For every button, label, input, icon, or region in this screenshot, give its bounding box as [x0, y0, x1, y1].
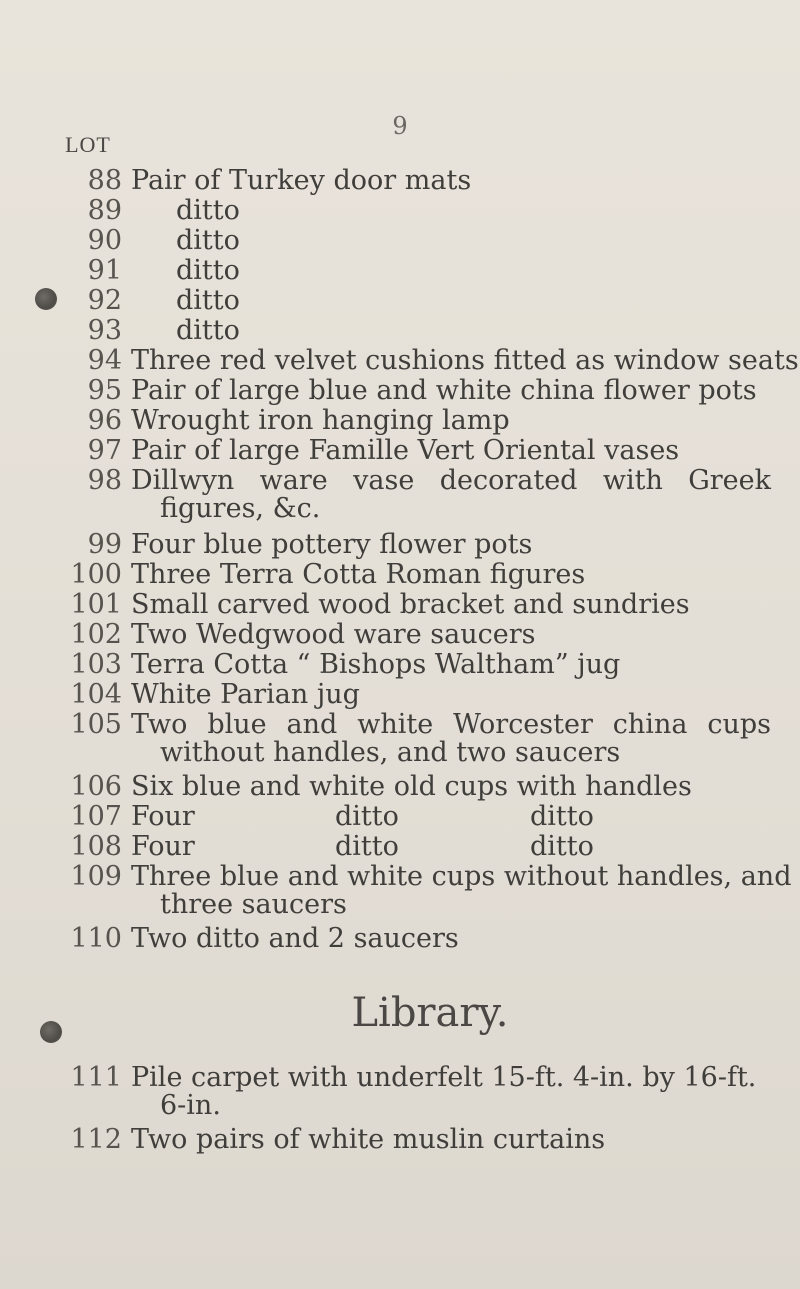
lot-number: 90 [87, 225, 122, 256]
lot-number: 107 [70, 801, 122, 832]
lot-number: 93 [87, 315, 122, 346]
lot-number: 95 [87, 375, 122, 406]
lot-description: Wrought iron hanging lamp [131, 405, 510, 436]
lot-description-continued: without handles, and two saucers [160, 737, 621, 768]
lot-number: 89 [87, 195, 122, 226]
ditto-mark: ditto [335, 801, 399, 832]
section-title-library: Library. [351, 990, 509, 1036]
lot-description: Six blue and white old cups with handles [131, 771, 692, 802]
lot-number: 100 [70, 559, 122, 590]
lot-description: Three Terra Cotta Roman figures [131, 559, 586, 590]
lot-description: Pile carpet with underfelt 15-ft. 4-in. by 16-ft. [131, 1062, 757, 1093]
lot-number: 91 [87, 255, 122, 286]
lot-number: 106 [70, 771, 122, 802]
lot-description: Two pairs of white muslin curtains [131, 1124, 606, 1155]
lot-description: Four blue pottery flower pots [131, 529, 533, 560]
lot-number: 94 [87, 345, 122, 376]
lot-description: Pair of large Famille Vert Oriental vases [131, 435, 680, 466]
page-number: 9 [392, 112, 408, 140]
lot-description-continued: three saucers [160, 889, 347, 920]
lot-description: Small carved wood bracket and sundries [131, 589, 690, 620]
lot-description: ditto [176, 315, 240, 346]
lot-number: 105 [70, 709, 122, 740]
lot-description: Four [131, 801, 195, 832]
lot-number: 101 [70, 589, 122, 620]
ditto-mark: ditto [530, 831, 594, 862]
lot-description-continued: figures, &c. [160, 493, 321, 524]
lot-description: Pair of Turkey door mats [131, 165, 472, 196]
lot-description: Two Wedgwood ware saucers [131, 619, 536, 650]
lot-number: 104 [70, 679, 122, 710]
lot-description: Four [131, 831, 195, 862]
lot-description: ditto [176, 225, 240, 256]
lot-description: Terra Cotta “ Bishops Waltham” jug [131, 649, 621, 680]
lot-number: 111 [70, 1062, 122, 1093]
lot-description: Dillwyn ware vase decorated with Greek [131, 465, 771, 496]
lot-number: 96 [87, 405, 122, 436]
ditto-mark: ditto [335, 831, 399, 862]
lot-description: ditto [176, 255, 240, 286]
lot-number: 112 [70, 1124, 122, 1155]
lot-number: 103 [70, 649, 122, 680]
lot-number: 92 [87, 285, 122, 316]
lot-number: 88 [87, 165, 122, 196]
lot-column-header: LOT [65, 132, 111, 157]
lot-description: ditto [176, 285, 240, 316]
lot-number: 99 [87, 529, 122, 560]
lot-number: 98 [87, 465, 122, 496]
lot-number: 97 [87, 435, 122, 466]
lot-description: Two blue and white Worcester china cups [131, 709, 771, 740]
lot-description: White Parian jug [131, 679, 360, 710]
lot-description-continued: 6-in. [160, 1090, 221, 1121]
lot-description: Two ditto and 2 saucers [131, 923, 459, 954]
ditto-mark: ditto [530, 801, 594, 832]
lot-description: Pair of large blue and white china flower pots [131, 375, 757, 406]
lot-number: 102 [70, 619, 122, 650]
lot-number: 110 [70, 923, 122, 954]
lot-description: Three blue and white cups without handles, and [131, 861, 792, 892]
lot-description: Three red velvet cushions fitted as window seats [131, 345, 799, 376]
lot-description: ditto [176, 195, 240, 226]
lot-number: 108 [70, 831, 122, 862]
lot-number: 109 [70, 861, 122, 892]
